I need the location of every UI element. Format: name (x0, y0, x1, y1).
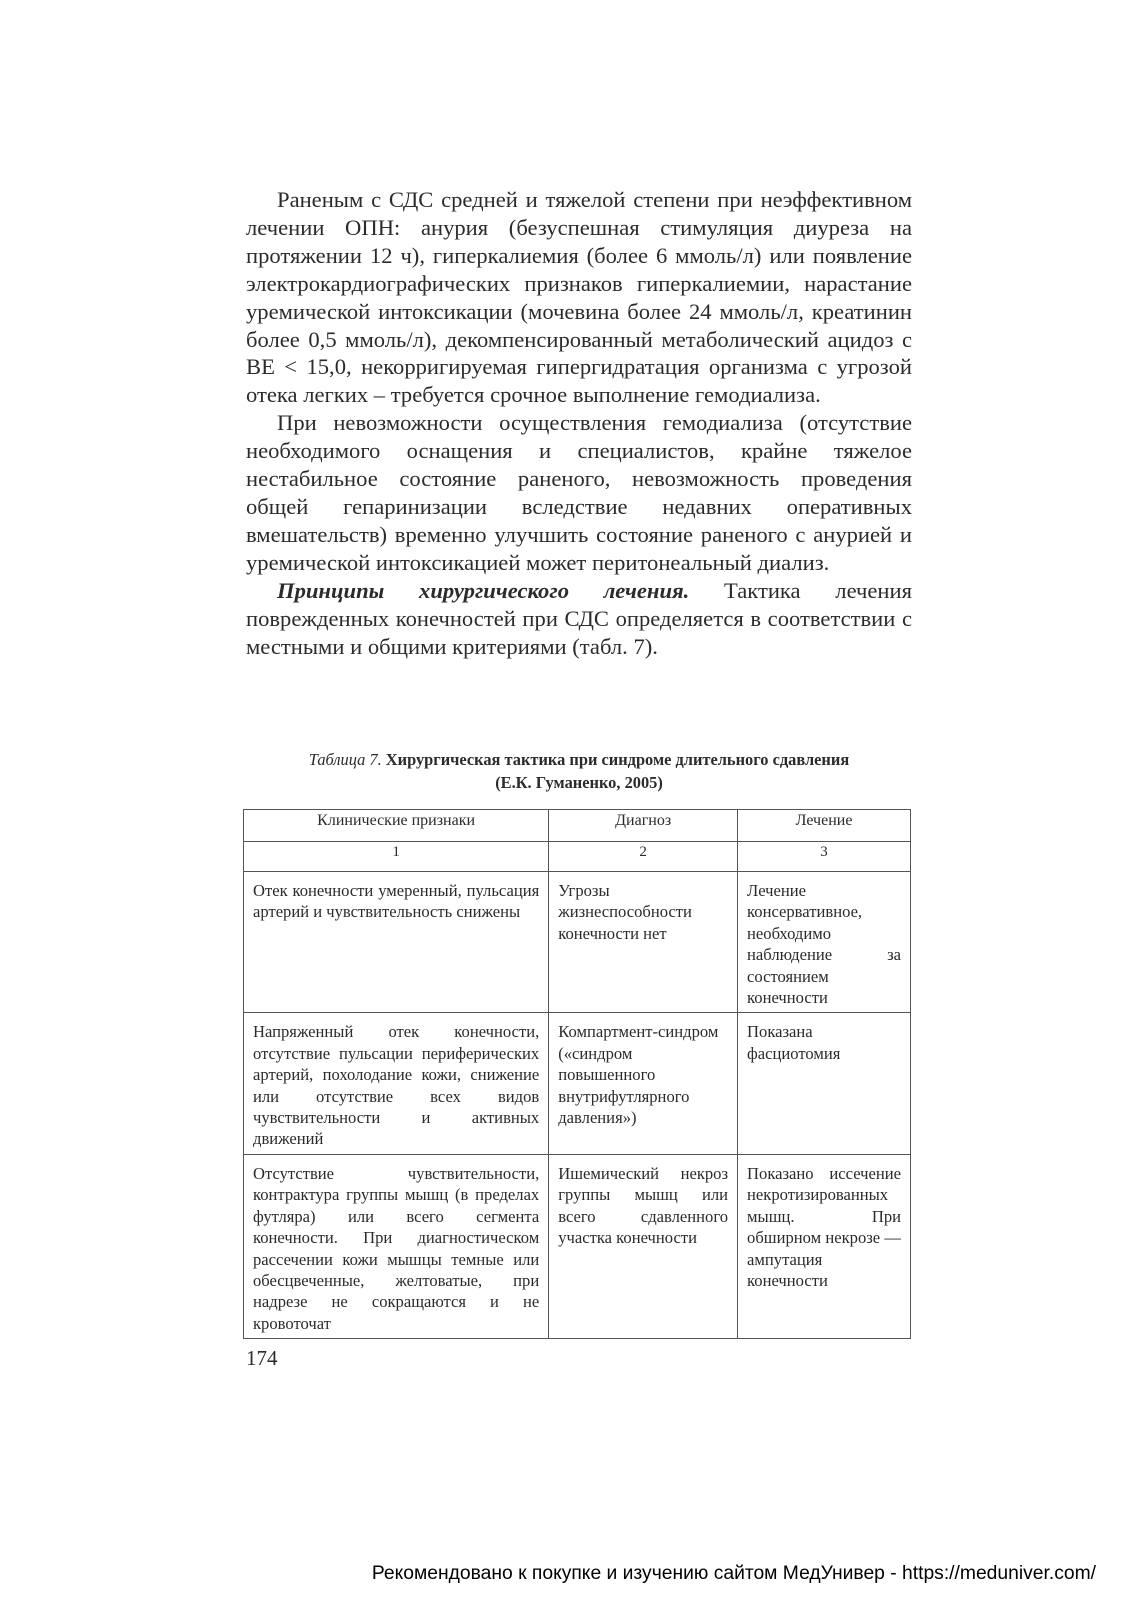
table-caption (246, 748, 912, 794)
column-number-2: 2 (549, 842, 738, 872)
body-text (246, 186, 912, 660)
table-caption-label: Таблица 7. (308, 750, 382, 769)
table-cell-diagnosis: Ишемический некроз группы мышц или всего сдавленного участка конечности (549, 1154, 738, 1338)
table-cell-signs: Отек конечности умеренный, пульсация артерий и чувствительность снижены (244, 872, 549, 1013)
table-row (244, 1013, 911, 1154)
table-cell-signs: Напряженный отек конечности, отсутствие пульсации периферических артерий, похолодание кожи, снижение или отсутствие всех видов чувствительности и активных движений (244, 1013, 549, 1154)
paragraph-1 (246, 186, 912, 409)
footer-recommendation: Рекомендовано к покупке и изучению сайтом МедУнивер - https://meduniver.com/ (371, 1563, 1096, 1584)
page-number: 174 (246, 1346, 278, 1370)
table-header-row (244, 810, 911, 842)
header-treatment: Лечение (738, 810, 911, 842)
table-caption-line-1 (246, 748, 912, 771)
table-caption-title: Хирургическая тактика при синдроме длительного сдавления (381, 750, 850, 769)
header-clinical-signs: Клинические признаки (244, 810, 549, 842)
table-cell-diagnosis: Угрозы жизнеспособности конечности нет (549, 872, 738, 1013)
surgical-tactics-table (243, 809, 911, 1339)
table-cell-signs: Отсутствие чувствительности, контрактура группы мышц (в пределах футляра) или всего сегмента конечности. При диагностическом рассечении кожи мышцы темные или обесцвеченные, желтоватые, при надрезе не сокращаются и не кровоточат (244, 1154, 549, 1338)
paragraph-2-text: При невозможности осуществления гемодиализа (отсутствие необходимого оснащения и специалистов, крайне тяжелое нестабильное состояние раненого, невозможность проведения общей гепаринизации вследствие недавних оперативных вмешательств) временно улучшить состояние раненого с анурией и уремической интоксикацией может перитонеальный диализ. (246, 410, 912, 575)
paragraph-1-text: Раненым с СДС средней и тяжелой степени при неэффективном лечении ОПН: анурия (безуспешная стимуляция диуреза на протяжении 12 ч), гиперкалиемия (более 6 ммоль/л) или появление электрокардиографических признаков гиперкалиемии, нарастание уремической интоксикации (мочевина более 24 ммоль/л, креатинин более 0,5 ммоль/л), декомпенсированный метаболический ацидоз с BE < 15,0, некорригируемая гипергидратация организма с угрозой отека легких – требуется срочное выполнение гемодиализа. (246, 187, 912, 408)
table-caption-source: (Е.К. Гуманенко, 2005) (495, 773, 663, 792)
header-diagnosis: Диагноз (549, 810, 738, 842)
paragraph-3 (246, 577, 912, 661)
paragraph-3-text: Тактика лечения поврежденных конечностей при СДС определяется в соответствии с местными и общими критериями (табл. 7). (246, 577, 912, 659)
column-number-1: 1 (244, 842, 549, 872)
table-cell-treatment: Показано иссечение некротизированных мышц. При обширном некрозе — ампутация конечности (738, 1154, 911, 1338)
paragraph-3-lead: Принципы хирургического лечения. (277, 577, 690, 603)
table-cell-diagnosis: Компартмент-синдром («синдром повышенного внутрифутлярного давления») (549, 1013, 738, 1154)
paragraph-2 (246, 409, 912, 576)
table-row (244, 872, 911, 1013)
column-number-3: 3 (738, 842, 911, 872)
table-row (244, 1154, 911, 1338)
table-column-numbers-row (244, 842, 911, 872)
table-cell-treatment: Лечение консервативное, необходимо наблюдение за состоянием конечности (738, 872, 911, 1013)
table-cell-treatment: Показана фасциотомия (738, 1013, 911, 1154)
